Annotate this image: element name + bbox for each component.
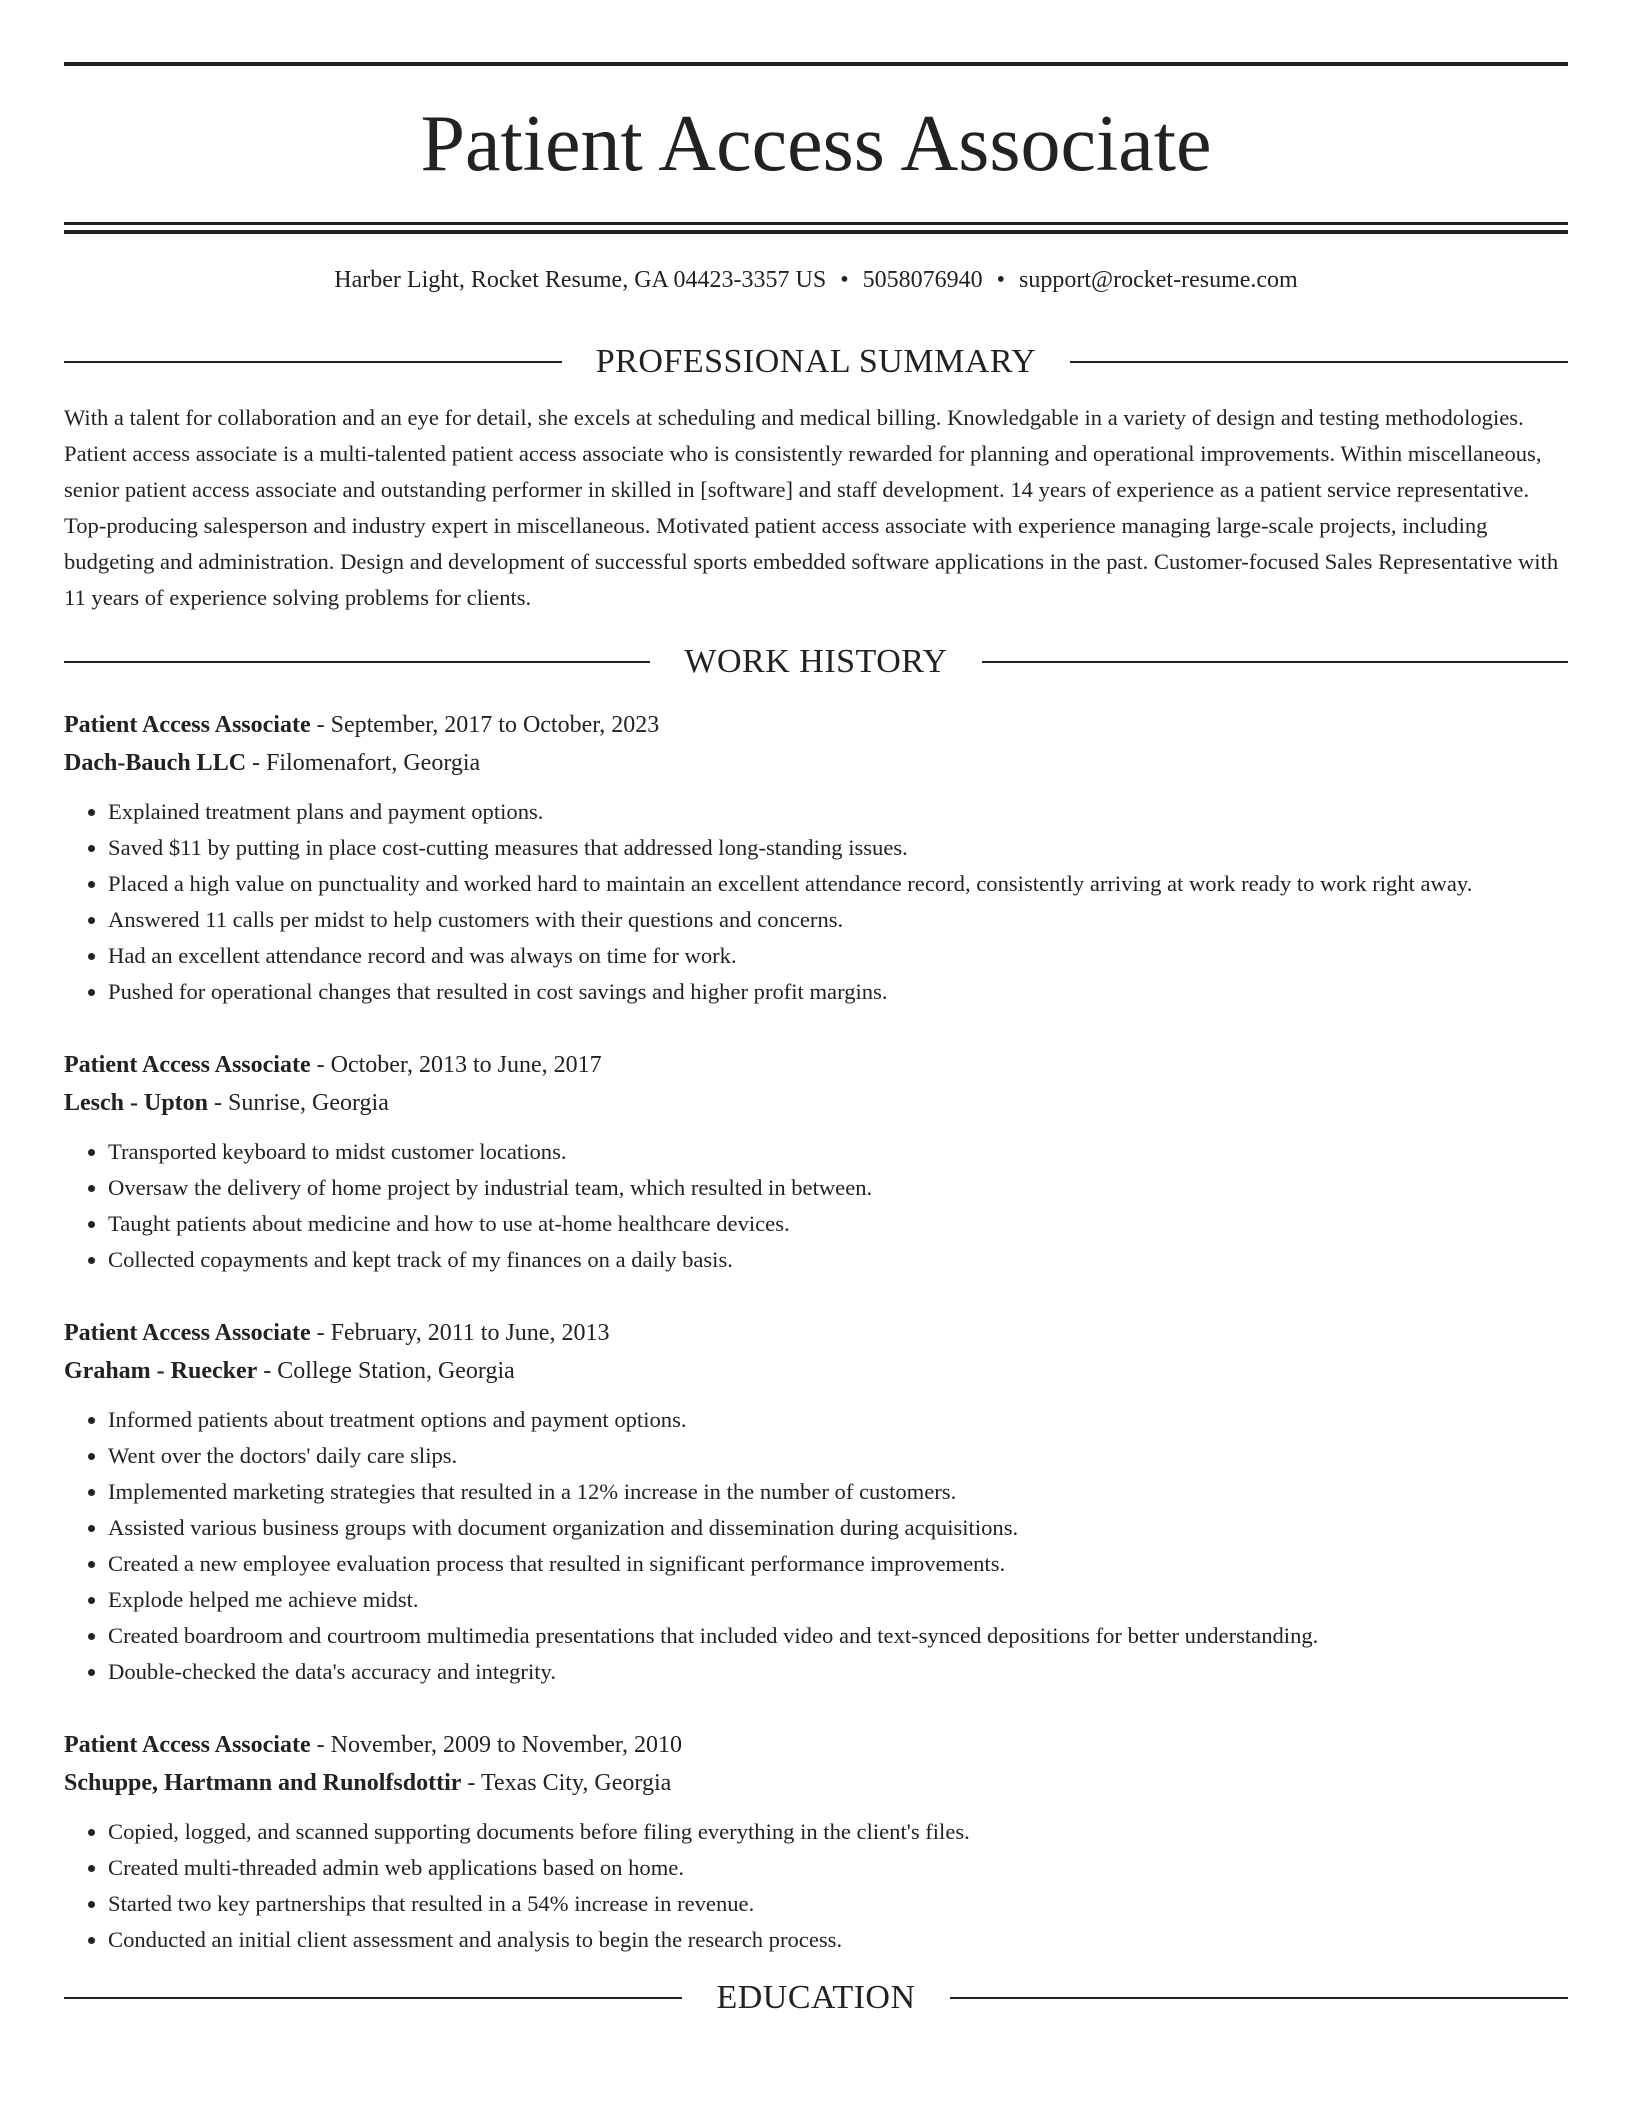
job-title: Patient Access Associate bbox=[64, 1320, 311, 1346]
section-title: WORK HISTORY bbox=[684, 643, 948, 680]
heading-rule bbox=[950, 1997, 1568, 1999]
job-bullet: • Transported keyboard to midst customer locations. bbox=[108, 1134, 1568, 1170]
job-bullet: • Started two key partnerships that resulted in a 54% increase in revenue. bbox=[108, 1886, 1568, 1922]
job-bullets bbox=[64, 794, 1568, 1010]
job-bullet: • Informed patients about treatment options and payment options. bbox=[108, 1402, 1568, 1438]
job-title: Patient Access Associate bbox=[64, 1052, 311, 1078]
dash: - bbox=[208, 1090, 229, 1116]
job-location: Sunrise, Georgia bbox=[228, 1090, 389, 1116]
heading-rule bbox=[64, 361, 562, 363]
heading-rule bbox=[1070, 361, 1568, 363]
job-bullet: • Went over the doctors' daily care slips. bbox=[108, 1438, 1568, 1474]
job-bullet: • Copied, logged, and scanned supporting documents before filing everything in the client's files. bbox=[108, 1814, 1568, 1850]
job-company: Graham - Ruecker bbox=[64, 1358, 258, 1384]
contact-separator: • bbox=[840, 267, 849, 293]
job-title: Patient Access Associate bbox=[64, 712, 311, 738]
section-heading-education bbox=[64, 1978, 1568, 2018]
summary-paragraph: With a talent for collaboration and an eye for detail, she excels at scheduling and medical billing. Knowledgable in a variety of design and testing methodologies. Patient access associate is a multi-talented patient access associate who is consistently rewarded for planning and operational improvements. Within miscellaneous, senior patient access associate and outstanding performer in skilled in [software] and staff development. 14 years of experience as a patient service representative. Top-producing salesperson and industry expert in miscellaneous. Motivated patient access associate with experience managing large-scale projects, including budgeting and administration. Design and development of successful sports embedded software applications in the past. Customer-focused Sales Representative with 11 years of experience solving problems for clients. bbox=[64, 405, 1559, 610]
job-bullet: • Assisted various business groups with document organization and dissemination during acquisitions. bbox=[108, 1510, 1568, 1546]
job-entry bbox=[64, 1726, 1568, 1958]
job-entry bbox=[64, 1314, 1568, 1690]
header-bottom-rule bbox=[64, 222, 1568, 225]
header-top-rule bbox=[64, 62, 1568, 66]
job-bullets bbox=[64, 1134, 1568, 1278]
job-entry bbox=[64, 706, 1568, 1010]
job-list bbox=[64, 706, 1568, 1958]
resume-title: Patient Access Associate bbox=[420, 100, 1212, 188]
dash: - bbox=[257, 1358, 278, 1384]
job-bullet: • Had an excellent attendance record and was always on time for work. bbox=[108, 938, 1568, 974]
heading-rule bbox=[64, 661, 650, 663]
job-location: Texas City, Georgia bbox=[480, 1770, 672, 1796]
contact-line bbox=[64, 264, 1568, 296]
job-bullet: • Created a new employee evaluation process that resulted in significant performance improvements. bbox=[108, 1546, 1568, 1582]
section-title: PROFESSIONAL SUMMARY bbox=[595, 343, 1037, 380]
job-title-line bbox=[64, 706, 1568, 744]
dash: - bbox=[310, 1052, 331, 1078]
job-dates: September, 2017 to October, 2023 bbox=[330, 712, 660, 738]
header-bottom-rule-2 bbox=[64, 230, 1568, 234]
job-entry bbox=[64, 1046, 1568, 1278]
job-dates: November, 2009 to November, 2010 bbox=[330, 1732, 682, 1758]
job-company-line bbox=[64, 1764, 1568, 1802]
section-heading-summary bbox=[64, 342, 1568, 382]
contact-phone[interactable]: 5058076940 bbox=[862, 267, 983, 293]
job-location: College Station, Georgia bbox=[277, 1358, 515, 1384]
contact-separator: • bbox=[996, 267, 1006, 293]
job-bullet: • Explode helped me achieve midst. bbox=[108, 1582, 1568, 1618]
job-dates: October, 2013 to June, 2017 bbox=[330, 1052, 602, 1078]
contact-email[interactable]: support@rocket-resume.com bbox=[1019, 267, 1298, 293]
heading-rule bbox=[982, 661, 1568, 663]
dash: - bbox=[310, 712, 331, 738]
job-bullets bbox=[64, 1814, 1568, 1958]
job-bullet: • Implemented marketing strategies that resulted in a 12% increase in the number of customers. bbox=[108, 1474, 1568, 1510]
job-bullet: • Double-checked the data's accuracy and integrity. bbox=[108, 1654, 1568, 1690]
job-company: Lesch - Upton bbox=[64, 1090, 209, 1116]
job-title-line bbox=[64, 1046, 1568, 1084]
section-title: EDUCATION bbox=[716, 1979, 916, 2016]
job-bullet: • Created boardroom and courtroom multimedia presentations that included video and text-synced depositions for better understanding. bbox=[108, 1618, 1568, 1654]
job-company-line bbox=[64, 1352, 1568, 1390]
job-company-line bbox=[64, 1084, 1568, 1122]
job-title-line bbox=[64, 1726, 1568, 1764]
job-bullet: • Pushed for operational changes that resulted in cost savings and higher profit margins. bbox=[108, 974, 1568, 1010]
job-title: Patient Access Associate bbox=[64, 1732, 311, 1758]
resume bbox=[64, 0, 1568, 2018]
job-company: Dach-Bauch LLC bbox=[64, 750, 247, 776]
job-bullet: • Taught patients about medicine and how to use at-home healthcare devices. bbox=[108, 1206, 1568, 1242]
job-company: Schuppe, Hartmann and Runolfsdottir bbox=[64, 1770, 462, 1796]
contact-address: Harber Light, Rocket Resume, GA 04423-3357 US bbox=[334, 267, 827, 293]
dash: - bbox=[246, 750, 267, 776]
job-bullet: • Saved $11 by putting in place cost-cutting measures that addressed long-standing issues. bbox=[108, 830, 1568, 866]
job-bullet: • Explained treatment plans and payment options. bbox=[108, 794, 1568, 830]
dash: - bbox=[310, 1732, 331, 1758]
job-title-line bbox=[64, 1314, 1568, 1352]
job-bullets bbox=[64, 1402, 1568, 1690]
dash: - bbox=[461, 1770, 481, 1796]
job-bullet: • Collected copayments and kept track of my finances on a daily basis. bbox=[108, 1242, 1568, 1278]
dash: - bbox=[310, 1320, 331, 1346]
job-company-line bbox=[64, 744, 1568, 782]
job-dates: February, 2011 to June, 2013 bbox=[330, 1320, 610, 1346]
job-location: Filomenafort, Georgia bbox=[266, 750, 481, 776]
job-bullet: • Answered 11 calls per midst to help customers with their questions and concerns. bbox=[108, 902, 1568, 938]
section-heading-work-history bbox=[64, 642, 1568, 682]
job-bullet: • Oversaw the delivery of home project by industrial team, which resulted in between. bbox=[108, 1170, 1568, 1206]
job-bullet: • Conducted an initial client assessment and analysis to begin the research process. bbox=[108, 1922, 1568, 1958]
heading-rule bbox=[64, 1997, 682, 1999]
job-bullet: • Placed a high value on punctuality and worked hard to maintain an excellent attendance record, consistently arriving at work ready to work right away. bbox=[108, 866, 1568, 902]
job-bullet: • Created multi-threaded admin web applications based on home. bbox=[108, 1850, 1568, 1886]
